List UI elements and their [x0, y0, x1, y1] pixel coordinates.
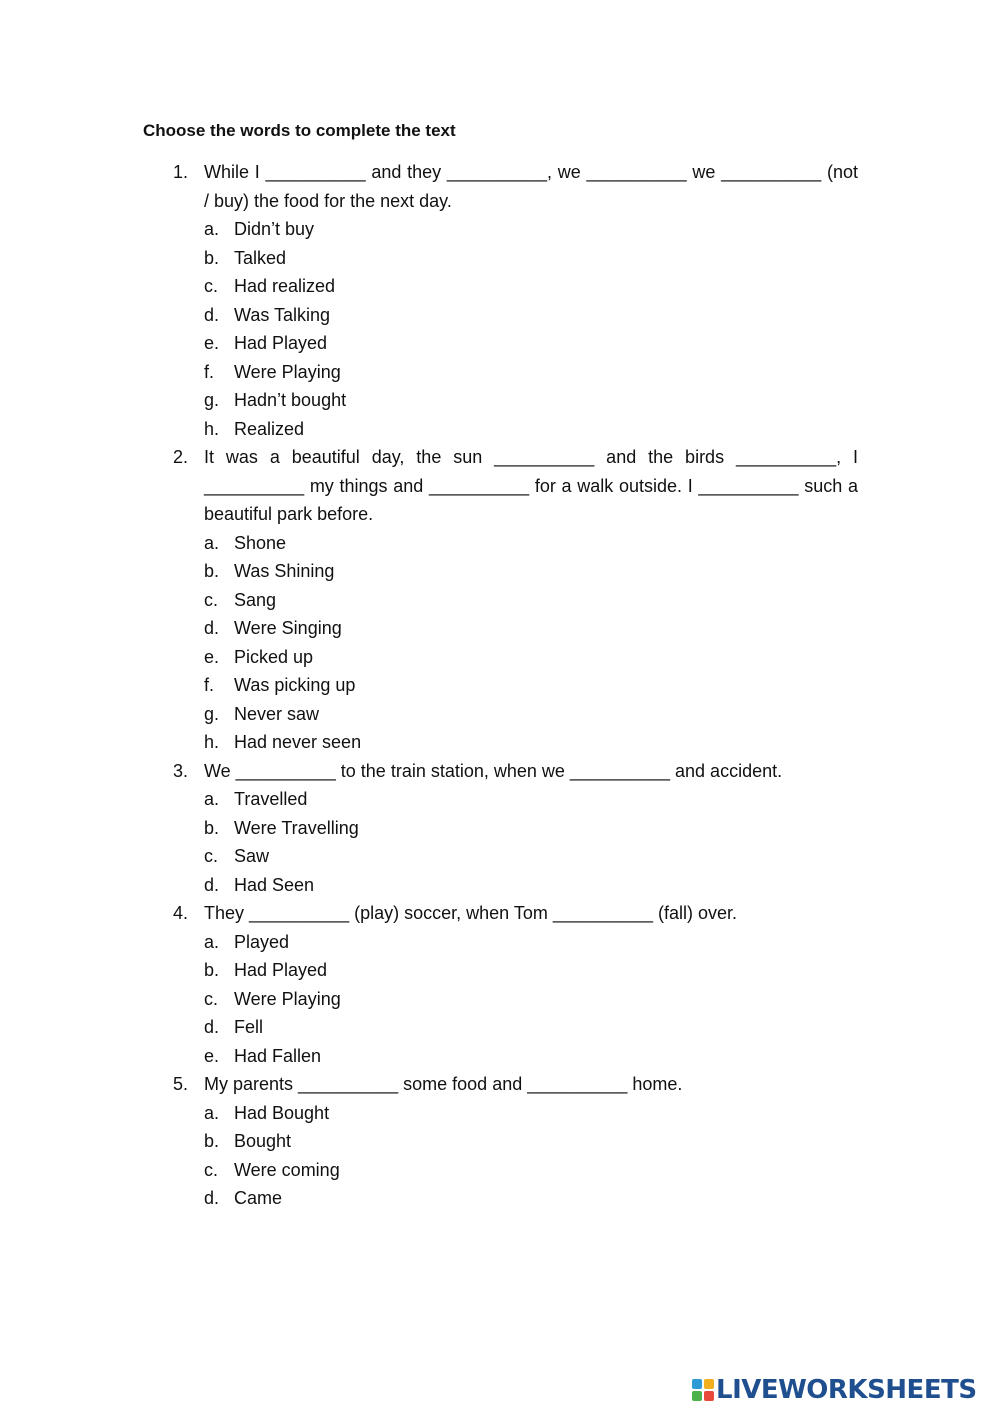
option-item	[173, 1099, 858, 1128]
option-letter: c.	[204, 589, 219, 610]
option-text: Never saw	[234, 703, 320, 724]
option-letter: b.	[204, 1131, 220, 1151]
option-list	[173, 785, 858, 899]
option-item	[173, 871, 858, 900]
option-item	[173, 1013, 858, 1042]
option-item	[173, 557, 858, 586]
option-letter: d.	[204, 1017, 220, 1037]
option-text: Travelled	[234, 789, 308, 809]
option-item	[173, 614, 858, 643]
question-text: We __________ to the train station, when we __________ and accident.	[204, 760, 783, 781]
option-text: Saw	[234, 846, 270, 866]
question-number: 4.	[173, 903, 189, 923]
option-letter: h.	[204, 732, 220, 752]
question-number: 3.	[173, 760, 189, 781]
option-text: Hadn’t bought	[234, 390, 347, 410]
option-text: Had Seen	[234, 874, 315, 895]
option-text: Had Fallen	[234, 1045, 322, 1066]
option-item	[173, 301, 858, 330]
option-item	[173, 586, 858, 615]
option-letter: g.	[204, 390, 220, 410]
option-letter: c.	[204, 276, 219, 296]
question-item	[173, 757, 858, 900]
option-text: Were coming	[234, 1159, 340, 1180]
question-item	[173, 443, 858, 757]
question-text: It was a beautiful day, the sun __________ and the birds __________, I __________ my things and __________ for a walk outside. I __________ such a beautiful park before.	[204, 447, 858, 524]
option-letter: e.	[204, 333, 220, 353]
option-text: Had realized	[234, 276, 336, 296]
question-item	[173, 158, 858, 443]
option-letter: c.	[204, 988, 219, 1009]
question-text: They __________ (play) soccer, when Tom __________ (fall) over.	[204, 903, 738, 923]
question-item	[173, 1070, 858, 1213]
option-text: Was Shining	[234, 561, 335, 581]
option-text: Had never seen	[234, 732, 362, 752]
option-item	[173, 1127, 858, 1156]
option-letter: b.	[204, 247, 220, 268]
question-text: My parents __________ some food and __________ home.	[204, 1074, 683, 1094]
question-number: 5.	[173, 1074, 189, 1094]
option-item	[173, 814, 858, 843]
question-item	[173, 899, 858, 1070]
option-letter: e.	[204, 646, 220, 667]
option-item	[173, 785, 858, 814]
option-item	[173, 1042, 858, 1071]
option-text: Sang	[234, 589, 277, 610]
option-item	[173, 728, 858, 757]
option-letter: c.	[204, 1159, 219, 1180]
option-text: Was picking up	[234, 675, 356, 695]
option-item	[173, 700, 858, 729]
option-list	[173, 928, 858, 1071]
option-text: Fell	[234, 1017, 264, 1037]
option-letter: e.	[204, 1045, 220, 1066]
page-title: Choose the words to complete the text	[143, 121, 456, 140]
option-letter: b.	[204, 960, 220, 980]
option-letter: c.	[204, 846, 219, 866]
question-list	[173, 158, 858, 1213]
option-letter: b.	[204, 561, 220, 581]
option-text: Had Played	[234, 333, 328, 353]
option-item	[173, 272, 858, 301]
option-text: Bought	[234, 1131, 292, 1151]
question-text: While I __________ and they __________, we __________ we __________ (not / buy) the food for the next day.	[204, 162, 858, 211]
option-letter: f.	[204, 675, 215, 695]
option-text: Were Playing	[234, 361, 341, 382]
option-text: Played	[234, 931, 290, 952]
logo-text: LIVEWORKSHEETS	[716, 1375, 977, 1405]
option-letter: h.	[204, 418, 220, 439]
option-text: Were Singing	[234, 618, 342, 638]
option-list	[173, 1099, 858, 1213]
option-item	[173, 244, 858, 273]
option-text: Were Playing	[234, 988, 341, 1009]
question-number: 1.	[173, 162, 189, 182]
option-letter: d.	[204, 874, 220, 895]
option-letter: a.	[204, 1102, 220, 1123]
option-list	[173, 215, 858, 443]
option-letter: d.	[204, 1188, 220, 1208]
option-item	[173, 671, 858, 700]
option-item	[173, 529, 858, 558]
option-letter: a.	[204, 532, 220, 553]
option-letter: g.	[204, 703, 220, 724]
option-item	[173, 985, 858, 1014]
option-letter: b.	[204, 817, 220, 838]
option-item	[173, 329, 858, 358]
option-text: Were Travelling	[234, 817, 359, 838]
option-letter: a.	[204, 931, 220, 952]
option-item	[173, 415, 858, 444]
option-item	[173, 386, 858, 415]
option-letter: a.	[204, 789, 220, 809]
option-item	[173, 1184, 858, 1213]
option-text: Picked up	[234, 646, 314, 667]
option-text: Had Played	[234, 960, 328, 980]
option-text: Was Talking	[234, 304, 331, 325]
option-item	[173, 643, 858, 672]
option-letter: d.	[204, 618, 220, 638]
option-list	[173, 529, 858, 757]
option-item	[173, 956, 858, 985]
option-text: Came	[234, 1188, 283, 1208]
option-item	[173, 215, 858, 244]
option-letter: a.	[204, 219, 220, 239]
option-text: Had Bought	[234, 1102, 330, 1123]
option-text: Realized	[234, 418, 305, 439]
option-letter: d.	[204, 304, 220, 325]
option-text: Shone	[234, 532, 287, 553]
question-number: 2.	[173, 447, 189, 467]
liveworksheets-logo	[692, 1374, 977, 1406]
option-item	[173, 1156, 858, 1185]
option-item	[173, 842, 858, 871]
option-item	[173, 358, 858, 387]
option-text: Didn’t buy	[234, 219, 315, 239]
liveworksheets-logo-icon	[692, 1379, 714, 1401]
option-letter: f.	[204, 361, 215, 382]
option-text: Talked	[234, 247, 287, 268]
option-item	[173, 928, 858, 957]
